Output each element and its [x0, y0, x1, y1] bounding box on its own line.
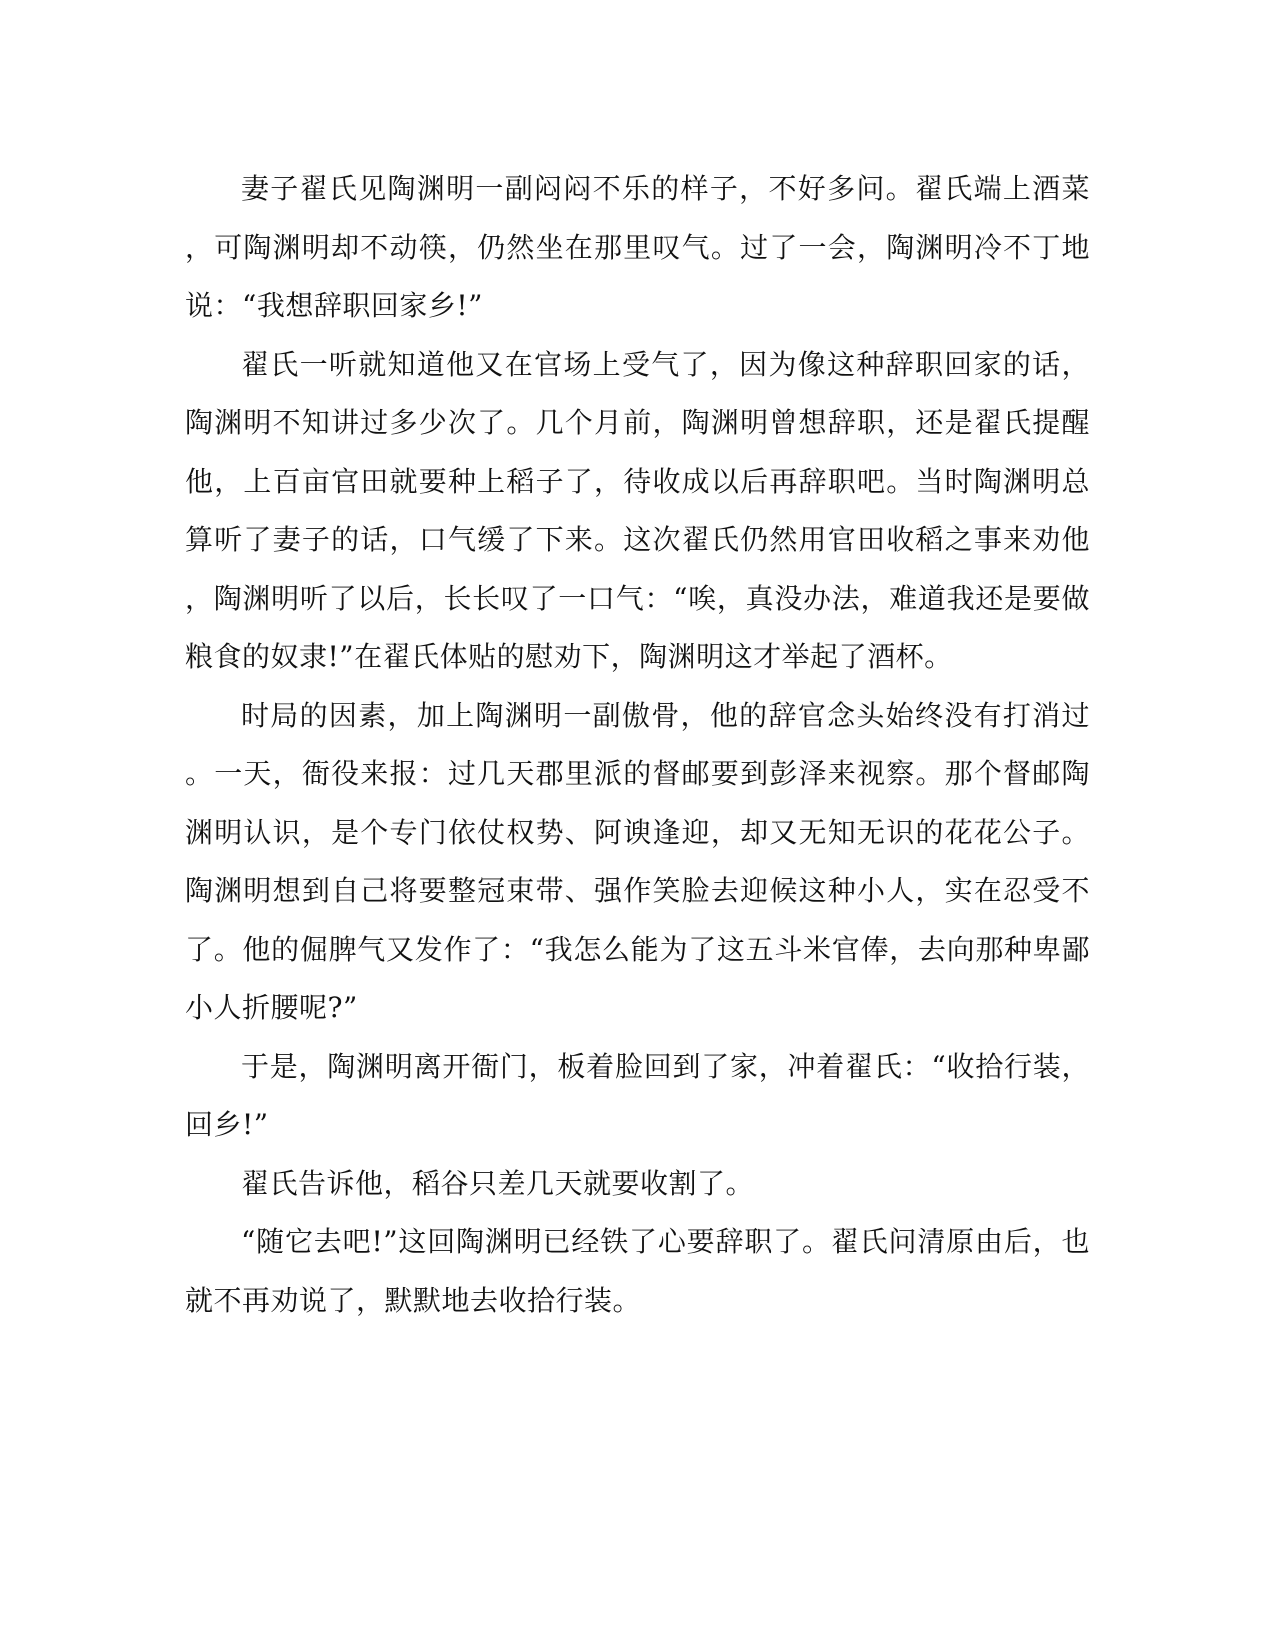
paragraph-5: 翟氏告诉他，稻谷只差几天就要收割了。 — [241, 1166, 755, 1200]
paragraph-6: “随它去吧!”这回陶渊明已经铁了心要辞职了。翟氏问清原由后，也就不再劝说了，默默地去收拾行装。 — [185, 1225, 1090, 1317]
paragraph-1: 妻子翟氏见陶渊明一副闷闷不乐的样子，不好多问。翟氏端上酒菜，可陶渊明却不动筷，仍然坐在那里叹气。过了一会，陶渊明冷不丁地说：“我想辞职回家乡!” — [185, 172, 1090, 322]
paragraph-3: 时局的因素，加上陶渊明一副傲骨，他的辞官念头始终没有打消过。一天，衙役来报：过几天郡里派的督邮要到彭泽来视察。那个督邮陶渊明认识，是个专门依仗权势、阿谀逢迎，却又无知无识的花花公子。陶渊明想到自己将要整冠束带、强作笑脸去迎候这种小人，实在忍受不了。他的倔脾气又发作了：“我怎么能为了这五斗米官俸，去向那种卑鄙小人折腰呢?” — [185, 698, 1090, 1024]
document-body — [185, 160, 1090, 1330]
paragraph-4: 于是，陶渊明离开衙门，板着脸回到了家，冲着翟氏：“收拾行装，回乡!” — [185, 1049, 1090, 1141]
paragraph-2: 翟氏一听就知道他又在官场上受气了，因为像这种辞职回家的话，陶渊明不知讲过多少次了。几个月前，陶渊明曾想辞职，还是翟氏提醒他，上百亩官田就要种上稻子了，待收成以后再辞职吧。当时陶渊明总算听了妻子的话，口气缓了下来。这次翟氏仍然用官田收稻之事来劝他，陶渊明听了以后，长长叹了一口气：“唉，真没办法，难道我还是要做粮食的奴隶!”在翟氏体贴的慰劝下，陶渊明这才举起了酒杯。 — [185, 347, 1090, 673]
